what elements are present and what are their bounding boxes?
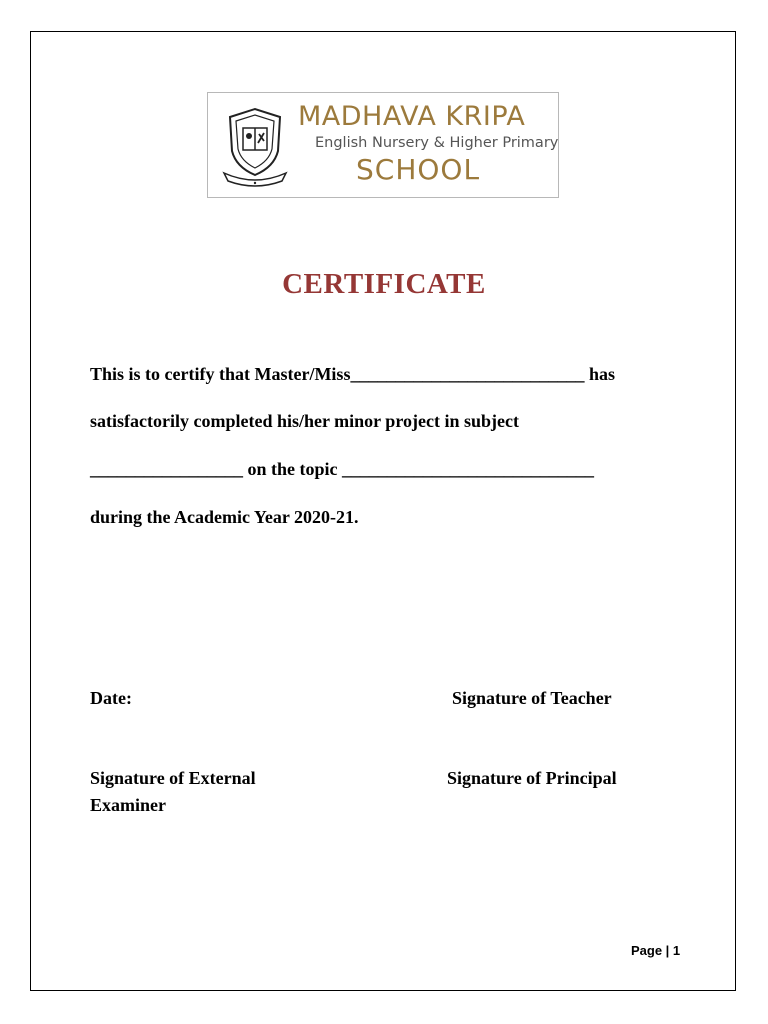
- certificate-line-1: This is to certify that Master/Miss__________________________ has: [90, 364, 615, 384]
- principal-signature-label: Signature of Principal: [447, 768, 617, 788]
- certificate-line-3: _________________ on the topic ____________________________: [90, 459, 594, 479]
- external-examiner-signature-label: [90, 765, 256, 819]
- school-word: SCHOOL: [356, 153, 481, 186]
- external-examiner-line-1: Signature of External: [90, 768, 256, 788]
- certificate-line-2: satisfactorily completed his/her minor project in subject: [90, 411, 519, 431]
- page-number: Page | 1: [631, 943, 681, 958]
- date-label: Date:: [90, 688, 132, 708]
- school-logo: [207, 92, 559, 198]
- school-subtitle: English Nursery & Higher Primary: [315, 135, 559, 151]
- external-examiner-line-2: Examiner: [90, 795, 166, 815]
- school-name: MADHAVA KRIPA: [298, 101, 526, 132]
- certificate-line-4: during the Academic Year 2020-21.: [90, 507, 359, 527]
- certificate-title: CERTIFICATE: [282, 268, 486, 300]
- school-crest-icon: [222, 101, 288, 189]
- teacher-signature-label: Signature of Teacher: [452, 688, 612, 708]
